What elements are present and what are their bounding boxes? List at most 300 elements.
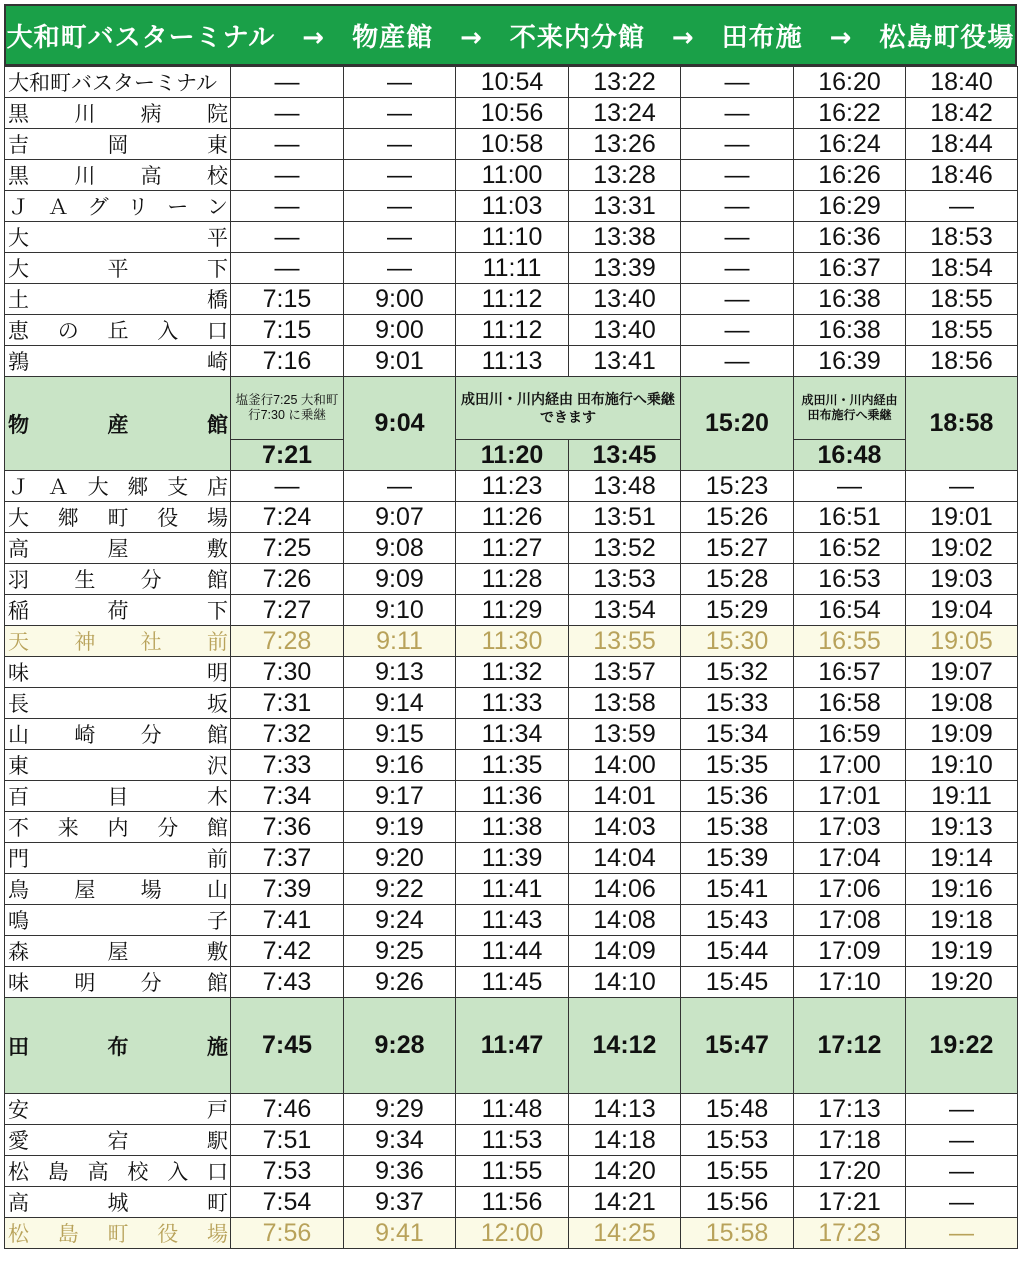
time-cell: —	[906, 1094, 1018, 1125]
time-cell: 16:55	[794, 626, 906, 657]
time-cell: 11:10	[456, 222, 569, 253]
time-cell: 11:32	[456, 657, 569, 688]
table-row	[5, 191, 1018, 222]
table-row	[5, 502, 1018, 533]
time-cell: 11:38	[456, 812, 569, 843]
time-cell: 7:34	[231, 781, 344, 812]
time-cell: 18:44	[906, 129, 1018, 160]
time-cell: 9:19	[344, 812, 456, 843]
time-cell: 13:54	[569, 595, 681, 626]
time-cell: —	[794, 471, 906, 502]
time-cell: 19:03	[906, 564, 1018, 595]
time-cell: 13:22	[569, 67, 681, 98]
time-cell: 14:08	[569, 905, 681, 936]
time-cell: 7:37	[231, 843, 344, 874]
time-cell: 11:03	[456, 191, 569, 222]
table-row	[5, 657, 1018, 688]
time-cell: 15:56	[681, 1187, 794, 1218]
time-cell: 19:22	[906, 998, 1018, 1094]
time-cell: 13:31	[569, 191, 681, 222]
time-cell: 11:33	[456, 688, 569, 719]
time-cell: 15:29	[681, 595, 794, 626]
time-cell: 11:41	[456, 874, 569, 905]
time-cell: 7:15	[231, 284, 344, 315]
table-row	[5, 688, 1018, 719]
time-cell: —	[231, 471, 344, 502]
time-cell: 13:55	[569, 626, 681, 657]
time-cell: 13:58	[569, 688, 681, 719]
time-cell: 11:30	[456, 626, 569, 657]
stop-name: 吉 岡 東	[5, 129, 231, 160]
route-title: 大和町バスターミナル → 物産館 → 不来内分館 → 田布施 → 松島町役場	[6, 22, 1015, 53]
time-cell: —	[681, 253, 794, 284]
time-cell: 11:12	[456, 315, 569, 346]
time-cell: 17:08	[794, 905, 906, 936]
time-cell: 16:58	[794, 688, 906, 719]
time-cell: —	[344, 67, 456, 98]
table-row	[5, 719, 1018, 750]
time-cell: 16:38	[794, 315, 906, 346]
stop-name: 羽 生 分 館	[5, 564, 231, 595]
time-cell: 11:45	[456, 967, 569, 998]
time-cell: 13:53	[569, 564, 681, 595]
stop-name: 鶉 崎	[5, 346, 231, 377]
time-cell: —	[681, 191, 794, 222]
stop-name: 恵 の 丘 入 口	[5, 315, 231, 346]
time-cell: 14:01	[569, 781, 681, 812]
time-cell: —	[344, 253, 456, 284]
time-cell: 15:27	[681, 533, 794, 564]
time-cell: 7:30	[231, 657, 344, 688]
stop-name: 味 明	[5, 657, 231, 688]
time-cell: 15:48	[681, 1094, 794, 1125]
timetable-grid	[4, 66, 1018, 1249]
stop-name: 東 沢	[5, 750, 231, 781]
route-header	[4, 4, 1017, 66]
time-cell: —	[231, 253, 344, 284]
time-cell: —	[906, 1156, 1018, 1187]
time-cell: 9:16	[344, 750, 456, 781]
time-cell: 9:00	[344, 284, 456, 315]
time-cell: 13:48	[569, 471, 681, 502]
table-row	[5, 1125, 1018, 1156]
time-cell: 7:21	[231, 440, 344, 471]
stop-name: 長 坂	[5, 688, 231, 719]
table-row	[5, 1094, 1018, 1125]
time-cell: 14:10	[569, 967, 681, 998]
time-cell: 17:12	[794, 998, 906, 1094]
time-cell: 7:41	[231, 905, 344, 936]
time-cell: 13:24	[569, 98, 681, 129]
time-cell: 7:25	[231, 533, 344, 564]
time-cell: 11:00	[456, 160, 569, 191]
time-cell: 19:13	[906, 812, 1018, 843]
time-cell: 13:41	[569, 346, 681, 377]
time-cell: —	[681, 98, 794, 129]
time-cell: 11:47	[456, 998, 569, 1094]
time-cell: —	[906, 471, 1018, 502]
stop-name: 松 島 高 校 入 口	[5, 1156, 231, 1187]
time-cell: 16:38	[794, 284, 906, 315]
time-cell: 11:28	[456, 564, 569, 595]
table-row	[5, 564, 1018, 595]
time-cell: 11:12	[456, 284, 569, 315]
stop-name: Ｊ Ａ グ リ ー ン	[5, 191, 231, 222]
time-cell: —	[906, 1218, 1018, 1249]
time-cell: 7:16	[231, 346, 344, 377]
time-cell: —	[906, 191, 1018, 222]
time-cell: 7:24	[231, 502, 344, 533]
time-cell: 19:02	[906, 533, 1018, 564]
time-cell: 14:18	[569, 1125, 681, 1156]
table-row	[5, 1156, 1018, 1187]
time-cell: 9:29	[344, 1094, 456, 1125]
time-cell: —	[231, 98, 344, 129]
time-cell: —	[681, 222, 794, 253]
time-cell: 17:13	[794, 1094, 906, 1125]
stop-name: 大 平 下	[5, 253, 231, 284]
time-cell: 14:06	[569, 874, 681, 905]
time-cell: 17:18	[794, 1125, 906, 1156]
time-cell: 11:44	[456, 936, 569, 967]
time-cell: 15:53	[681, 1125, 794, 1156]
time-cell: —	[344, 222, 456, 253]
time-cell: 15:45	[681, 967, 794, 998]
time-cell: 18:42	[906, 98, 1018, 129]
time-cell: 19:16	[906, 874, 1018, 905]
stop-name: 黒 川 病 院	[5, 98, 231, 129]
time-cell: 15:23	[681, 471, 794, 502]
stop-name: 稲 荷 下	[5, 595, 231, 626]
time-cell: 11:36	[456, 781, 569, 812]
time-cell: 16:26	[794, 160, 906, 191]
time-cell: —	[681, 129, 794, 160]
time-cell: 9:22	[344, 874, 456, 905]
time-cell: 7:46	[231, 1094, 344, 1125]
table-row	[5, 346, 1018, 377]
time-cell: 11:27	[456, 533, 569, 564]
time-cell: 9:20	[344, 843, 456, 874]
time-cell: 9:28	[344, 998, 456, 1094]
time-cell: 11:34	[456, 719, 569, 750]
time-cell: 16:54	[794, 595, 906, 626]
time-cell: 15:36	[681, 781, 794, 812]
time-cell: 7:33	[231, 750, 344, 781]
time-cell: 11:29	[456, 595, 569, 626]
time-cell: 10:56	[456, 98, 569, 129]
time-cell: 17:04	[794, 843, 906, 874]
time-cell: —	[231, 191, 344, 222]
time-cell: 16:59	[794, 719, 906, 750]
stop-name: 鳴 子	[5, 905, 231, 936]
time-cell: —	[344, 160, 456, 191]
stop-name: 高 城 町	[5, 1187, 231, 1218]
table-row	[5, 284, 1018, 315]
time-cell: 11:11	[456, 253, 569, 284]
time-cell: 11:53	[456, 1125, 569, 1156]
time-cell: —	[906, 1125, 1018, 1156]
time-cell: 14:03	[569, 812, 681, 843]
table-row	[5, 315, 1018, 346]
time-cell: 18:46	[906, 160, 1018, 191]
time-cell: 16:29	[794, 191, 906, 222]
table-row	[5, 967, 1018, 998]
time-cell: 18:53	[906, 222, 1018, 253]
time-cell: 19:05	[906, 626, 1018, 657]
time-cell: 7:56	[231, 1218, 344, 1249]
table-row	[5, 843, 1018, 874]
time-cell: 15:35	[681, 750, 794, 781]
time-cell: 19:11	[906, 781, 1018, 812]
table-row	[5, 471, 1018, 502]
time-cell: 7:27	[231, 595, 344, 626]
time-cell: 16:22	[794, 98, 906, 129]
time-cell: 11:48	[456, 1094, 569, 1125]
time-cell: 15:30	[681, 626, 794, 657]
time-cell: 11:13	[456, 346, 569, 377]
time-cell: 13:57	[569, 657, 681, 688]
stop-name: 田 布 施	[5, 998, 231, 1094]
time-cell: 18:55	[906, 284, 1018, 315]
time-cell: 13:59	[569, 719, 681, 750]
time-cell: 9:10	[344, 595, 456, 626]
time-cell: 13:52	[569, 533, 681, 564]
transfer-note: 成田川・川内経由 田布施行へ乗継	[794, 377, 906, 440]
time-cell: 9:14	[344, 688, 456, 719]
stop-name: 味 明 分 館	[5, 967, 231, 998]
time-cell: —	[231, 160, 344, 191]
time-cell: —	[681, 315, 794, 346]
time-cell: 7:15	[231, 315, 344, 346]
time-cell: —	[344, 98, 456, 129]
time-cell: 9:24	[344, 905, 456, 936]
time-cell: 9:08	[344, 533, 456, 564]
time-cell: 15:32	[681, 657, 794, 688]
time-cell: —	[906, 1187, 1018, 1218]
table-row	[5, 1218, 1018, 1249]
table-row	[5, 936, 1018, 967]
time-cell: 16:36	[794, 222, 906, 253]
time-cell: 9:11	[344, 626, 456, 657]
table-row	[5, 129, 1018, 160]
time-cell: 11:26	[456, 502, 569, 533]
time-cell: 13:45	[569, 440, 681, 471]
table-row	[5, 595, 1018, 626]
time-cell: 9:41	[344, 1218, 456, 1249]
stop-name: 鳥 屋 場 山	[5, 874, 231, 905]
time-cell: 9:26	[344, 967, 456, 998]
time-cell: 14:21	[569, 1187, 681, 1218]
time-cell: 19:01	[906, 502, 1018, 533]
stop-name: 高 屋 敷	[5, 533, 231, 564]
time-cell: 9:15	[344, 719, 456, 750]
time-cell: 15:20	[681, 377, 794, 471]
table-row	[5, 781, 1018, 812]
time-cell: 19:08	[906, 688, 1018, 719]
time-cell: —	[231, 129, 344, 160]
time-cell: 14:13	[569, 1094, 681, 1125]
stop-name: 百 目 木	[5, 781, 231, 812]
time-cell: 9:17	[344, 781, 456, 812]
time-cell: 15:28	[681, 564, 794, 595]
time-cell: 7:53	[231, 1156, 344, 1187]
time-cell: 7:51	[231, 1125, 344, 1156]
time-cell: 15:41	[681, 874, 794, 905]
table-row	[5, 533, 1018, 564]
time-cell: 7:26	[231, 564, 344, 595]
time-cell: 7:45	[231, 998, 344, 1094]
time-cell: 19:04	[906, 595, 1018, 626]
time-cell: 11:56	[456, 1187, 569, 1218]
stop-name: 物 産 館	[5, 377, 231, 471]
stop-name: 門 前	[5, 843, 231, 874]
stop-name: 土 橋	[5, 284, 231, 315]
time-cell: 17:06	[794, 874, 906, 905]
time-cell: —	[344, 471, 456, 502]
time-cell: 16:53	[794, 564, 906, 595]
time-cell: 17:21	[794, 1187, 906, 1218]
table-row	[5, 98, 1018, 129]
stop-name: 大 平	[5, 222, 231, 253]
stop-name: 安 戸	[5, 1094, 231, 1125]
time-cell: 7:43	[231, 967, 344, 998]
table-row	[5, 626, 1018, 657]
stop-name: 不 来 内 分 館	[5, 812, 231, 843]
time-cell: 11:43	[456, 905, 569, 936]
time-cell: 19:10	[906, 750, 1018, 781]
table-row	[5, 750, 1018, 781]
time-cell: 9:04	[344, 377, 456, 471]
time-cell: 19:18	[906, 905, 1018, 936]
time-cell: 7:36	[231, 812, 344, 843]
table-row	[5, 874, 1018, 905]
time-cell: 16:20	[794, 67, 906, 98]
time-cell: 15:47	[681, 998, 794, 1094]
time-cell: 15:33	[681, 688, 794, 719]
time-cell: 13:40	[569, 284, 681, 315]
time-cell: 17:10	[794, 967, 906, 998]
table-row	[5, 160, 1018, 191]
time-cell: 9:13	[344, 657, 456, 688]
time-cell: 16:52	[794, 533, 906, 564]
table-row-bussankan	[5, 377, 1018, 440]
time-cell: 18:40	[906, 67, 1018, 98]
time-cell: 13:28	[569, 160, 681, 191]
time-cell: 18:56	[906, 346, 1018, 377]
time-cell: 11:20	[456, 440, 569, 471]
table-row	[5, 222, 1018, 253]
time-cell: —	[681, 160, 794, 191]
time-cell: 13:40	[569, 315, 681, 346]
time-cell: 14:20	[569, 1156, 681, 1187]
time-cell: 11:35	[456, 750, 569, 781]
time-cell: 16:39	[794, 346, 906, 377]
time-cell: 16:57	[794, 657, 906, 688]
time-cell: 7:42	[231, 936, 344, 967]
table-row	[5, 1187, 1018, 1218]
time-cell: 9:09	[344, 564, 456, 595]
time-cell: 15:39	[681, 843, 794, 874]
transfer-note: 成田川・川内経由 田布施行へ乗継できます	[456, 377, 681, 440]
time-cell: 9:01	[344, 346, 456, 377]
bus-timetable	[4, 4, 1017, 1249]
time-cell: 16:37	[794, 253, 906, 284]
time-cell: 9:25	[344, 936, 456, 967]
time-cell: 16:24	[794, 129, 906, 160]
transfer-note: 塩釜行7:25 大和町行7:30 に乗継	[231, 377, 344, 440]
time-cell: 11:39	[456, 843, 569, 874]
time-cell: 16:51	[794, 502, 906, 533]
time-cell: 13:51	[569, 502, 681, 533]
time-cell: 18:54	[906, 253, 1018, 284]
time-cell: 18:55	[906, 315, 1018, 346]
time-cell: 19:07	[906, 657, 1018, 688]
time-cell: 7:39	[231, 874, 344, 905]
time-cell: 7:32	[231, 719, 344, 750]
table-row	[5, 67, 1018, 98]
table-row-tabuse	[5, 998, 1018, 1094]
time-cell: 11:55	[456, 1156, 569, 1187]
time-cell: 15:58	[681, 1218, 794, 1249]
stop-name: 黒 川 高 校	[5, 160, 231, 191]
time-cell: 17:23	[794, 1218, 906, 1249]
time-cell: 9:07	[344, 502, 456, 533]
time-cell: 16:48	[794, 440, 906, 471]
time-cell: —	[344, 191, 456, 222]
stop-name: 松 島 町 役 場	[5, 1218, 231, 1249]
time-cell: 12:00	[456, 1218, 569, 1249]
time-cell: 15:43	[681, 905, 794, 936]
time-cell: —	[344, 129, 456, 160]
time-cell: 7:54	[231, 1187, 344, 1218]
time-cell: 7:28	[231, 626, 344, 657]
time-cell: 17:20	[794, 1156, 906, 1187]
time-cell: 13:38	[569, 222, 681, 253]
stop-name: 天 神 社 前	[5, 626, 231, 657]
stop-name: 山 崎 分 館	[5, 719, 231, 750]
time-cell: —	[681, 346, 794, 377]
time-cell: 9:34	[344, 1125, 456, 1156]
time-cell: 11:23	[456, 471, 569, 502]
stop-name: 大和町バスターミナル	[5, 67, 231, 98]
time-cell: 15:44	[681, 936, 794, 967]
time-cell: 14:25	[569, 1218, 681, 1249]
time-cell: 17:01	[794, 781, 906, 812]
time-cell: 17:03	[794, 812, 906, 843]
time-cell: 13:26	[569, 129, 681, 160]
stop-name: 大 郷 町 役 場	[5, 502, 231, 533]
table-row	[5, 253, 1018, 284]
time-cell: 14:09	[569, 936, 681, 967]
time-cell: 17:00	[794, 750, 906, 781]
time-cell: 9:37	[344, 1187, 456, 1218]
time-cell: 9:36	[344, 1156, 456, 1187]
stop-name: 愛 宕 駅	[5, 1125, 231, 1156]
time-cell: 19:20	[906, 967, 1018, 998]
time-cell: —	[231, 222, 344, 253]
table-row	[5, 812, 1018, 843]
time-cell: 9:00	[344, 315, 456, 346]
time-cell: 14:00	[569, 750, 681, 781]
time-cell: —	[681, 67, 794, 98]
stop-name: 森 屋 敷	[5, 936, 231, 967]
time-cell: 13:39	[569, 253, 681, 284]
stop-name: Ｊ Ａ 大 郷 支 店	[5, 471, 231, 502]
time-cell: 14:12	[569, 998, 681, 1094]
time-cell: —	[681, 284, 794, 315]
time-cell: 15:34	[681, 719, 794, 750]
time-cell: 10:58	[456, 129, 569, 160]
